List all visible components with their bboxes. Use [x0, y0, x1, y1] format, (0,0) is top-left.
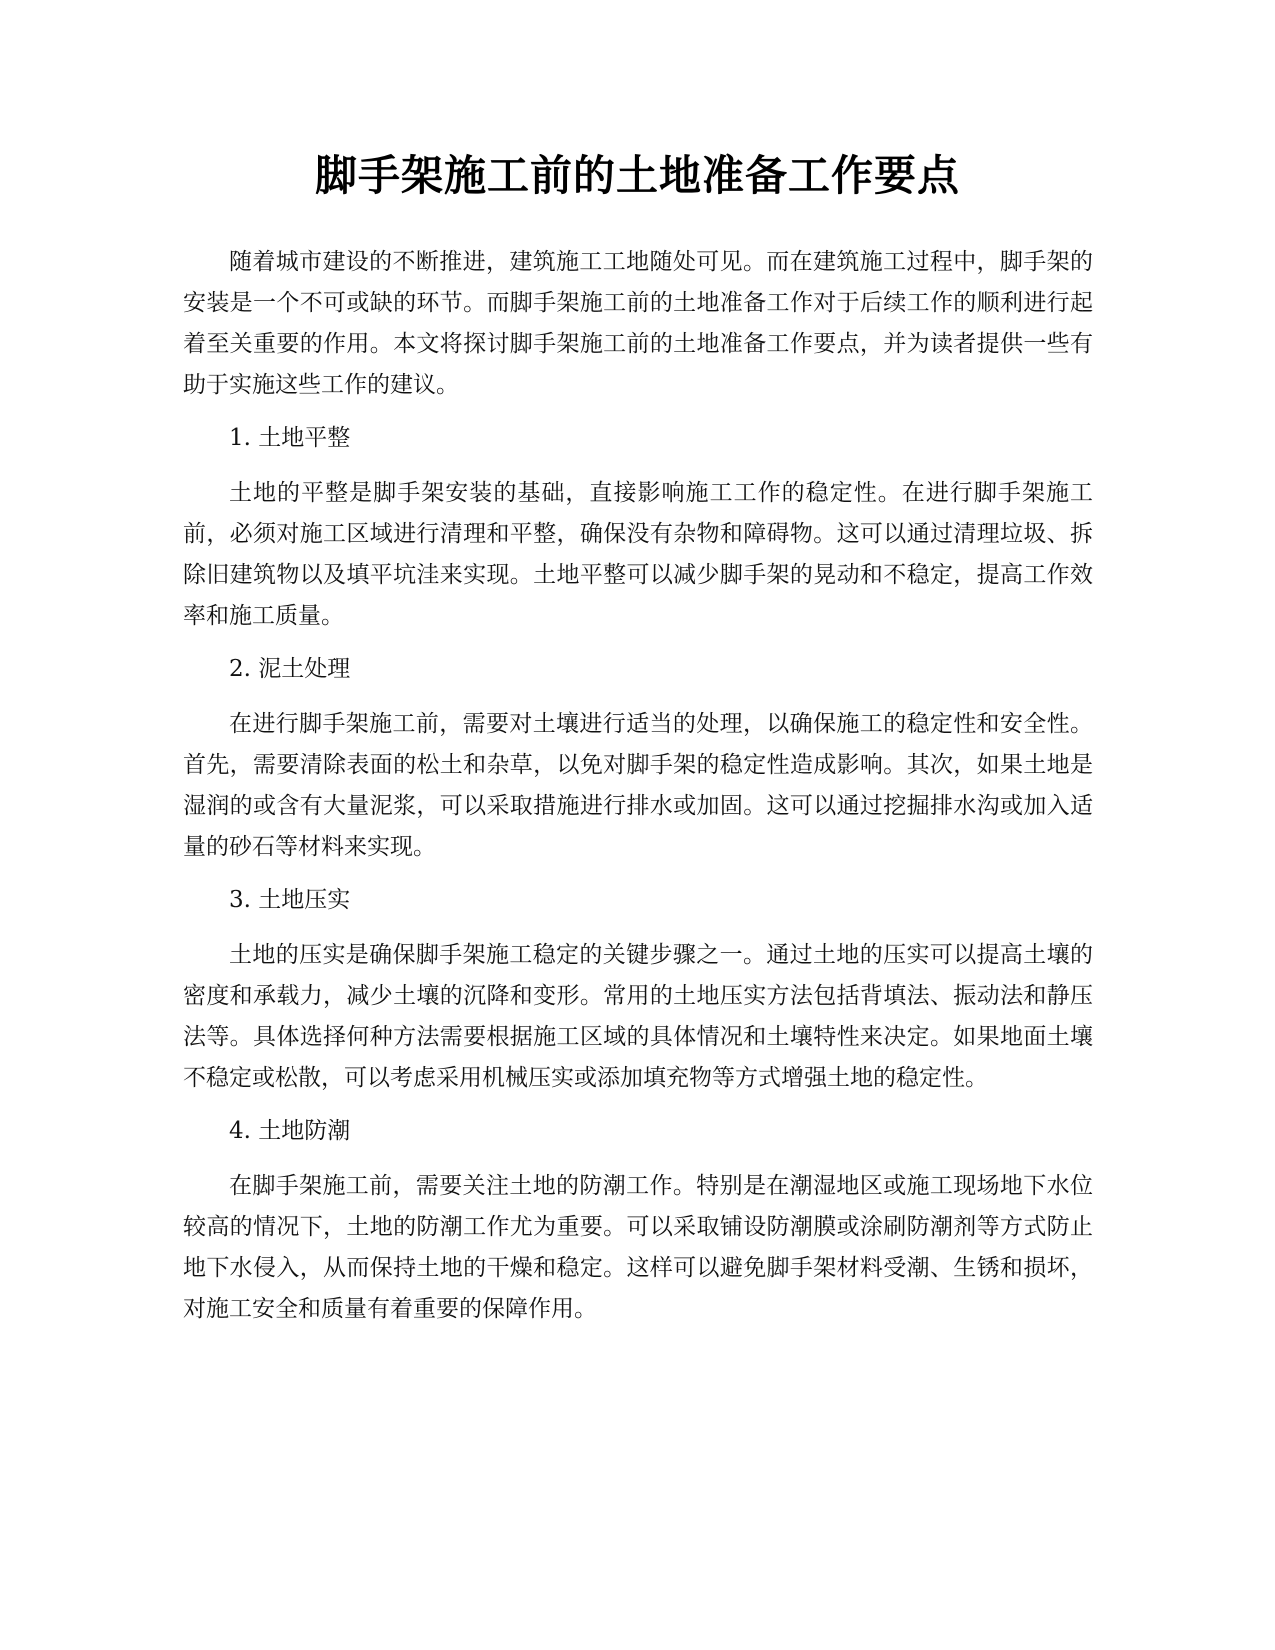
section-heading-2: 2. 泥土处理 — [229, 656, 351, 682]
section-paragraph-3: 土地的压实是确保脚手架施工稳定的关键步骤之一。通过土地的压实可以提高土壤的密度和承载力，减少土壤的沉降和变形。常用的土地压实方法包括背填法、振动法和静压法等。具体选择何种方法需要根据施工区域的具体情况和土壤特性来决定。如果地面土壤不稳定或松散，可以考虑采用机械压实或添加填充物等方式增强土地的稳定性。 — [183, 942, 1093, 1091]
section-paragraph-4: 在脚手架施工前，需要关注土地的防潮工作。特别是在潮湿地区或施工现场地下水位较高的情况下，土地的防潮工作尤为重要。可以采取铺设防潮膜或涂刷防潮剂等方式防止地下水侵入，从而保持土地的干燥和稳定。这样可以避免脚手架材料受潮、生锈和损坏，对施工安全和质量有着重要的保障作用。 — [183, 1173, 1093, 1322]
document-title: 脚手架施工前的土地准备工作要点 — [314, 151, 960, 200]
section-heading-4: 4. 土地防潮 — [229, 1118, 351, 1144]
intro-paragraph: 随着城市建设的不断推进，建筑施工工地随处可见。而在建筑施工过程中，脚手架的安装是一个不可或缺的环节。而脚手架施工前的土地准备工作对于后续工作的顺利进行起着至关重要的作用。本文将探讨脚手架施工前的土地准备工作要点，并为读者提供一些有助于实施这些工作的建议。 — [183, 249, 1093, 398]
section-paragraph-1: 土地的平整是脚手架安装的基础，直接影响施工工作的稳定性。在进行脚手架施工前，必须对施工区域进行清理和平整，确保没有杂物和障碍物。这可以通过清理垃圾、拆除旧建筑物以及填平坑洼来实现。土地平整可以减少脚手架的晃动和不稳定，提高工作效率和施工质量。 — [183, 480, 1093, 629]
document-body — [183, 242, 1093, 1330]
section-heading-1: 1. 土地平整 — [229, 425, 351, 451]
section-paragraph-2: 在进行脚手架施工前，需要对土壤进行适当的处理，以确保施工的稳定性和安全性。首先，需要清除表面的松土和杂草，以免对脚手架的稳定性造成影响。其次，如果土地是湿润的或含有大量泥浆，可以采取措施进行排水或加固。这可以通过挖掘排水沟或加入适量的砂石等材料来实现。 — [183, 711, 1093, 860]
section-heading-3: 3. 土地压实 — [229, 887, 351, 913]
